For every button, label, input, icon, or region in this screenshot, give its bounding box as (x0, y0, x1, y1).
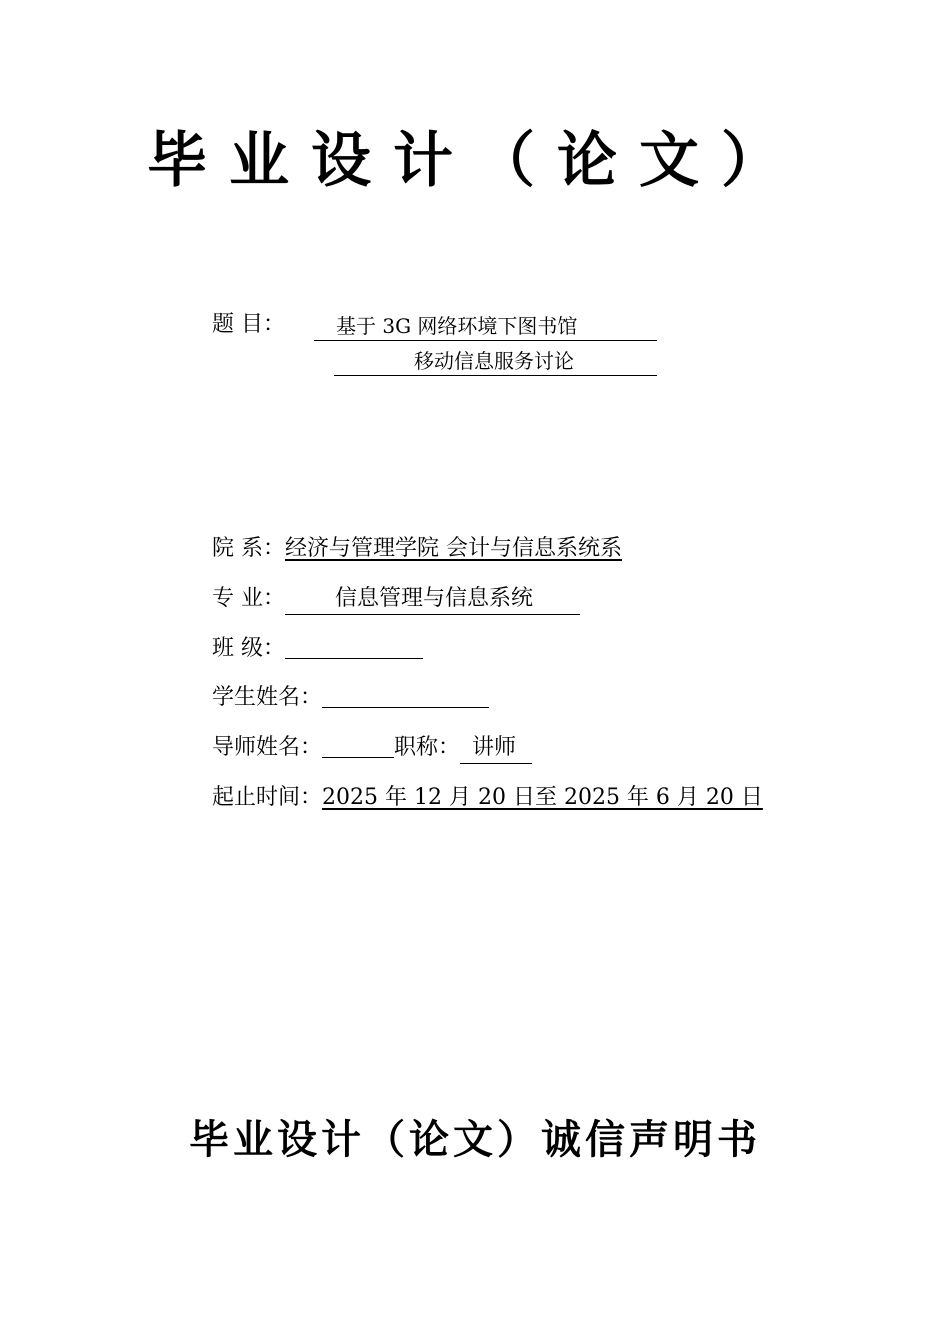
department-row (212, 534, 622, 564)
advisor-row (212, 733, 532, 764)
student-label: 学生姓名： (212, 685, 323, 710)
rank-label: 职称： (394, 735, 461, 760)
class-label: 班 级： (212, 636, 285, 661)
document-title: 毕业设计（论文） (147, 126, 803, 196)
major-value: 信息管理与信息系统 (285, 584, 580, 615)
topic-value-2: 移动信息服务讨论 (334, 347, 657, 376)
student-blank (322, 685, 489, 708)
student-row (212, 683, 489, 713)
advisor-label: 导师姓名： (212, 735, 323, 760)
major-row (212, 584, 580, 615)
department-label: 院 系： (212, 536, 285, 561)
period-row (212, 783, 763, 813)
topic-line-1 (314, 312, 657, 341)
major-label: 专 业： (212, 586, 285, 611)
period-value: 2025 年 12 月 20 日至 2025 年 6 月 20 日 (322, 785, 763, 810)
rank-value: 讲师 (460, 733, 532, 764)
department-value: 经济与管理学院 会计与信息系统系 (285, 536, 622, 561)
advisor-blank (322, 735, 394, 758)
declaration-title: 毕业设计（论文）诚信声明书 (189, 1117, 761, 1163)
topic-line-2 (334, 347, 657, 376)
period-label: 起止时间： (212, 785, 323, 810)
class-blank (285, 636, 423, 659)
topic-row (212, 310, 285, 340)
topic-value-1: 基于 3G 网络环境下图书馆 (314, 312, 657, 341)
topic-label: 题 目： (212, 312, 285, 337)
class-row (212, 634, 423, 664)
